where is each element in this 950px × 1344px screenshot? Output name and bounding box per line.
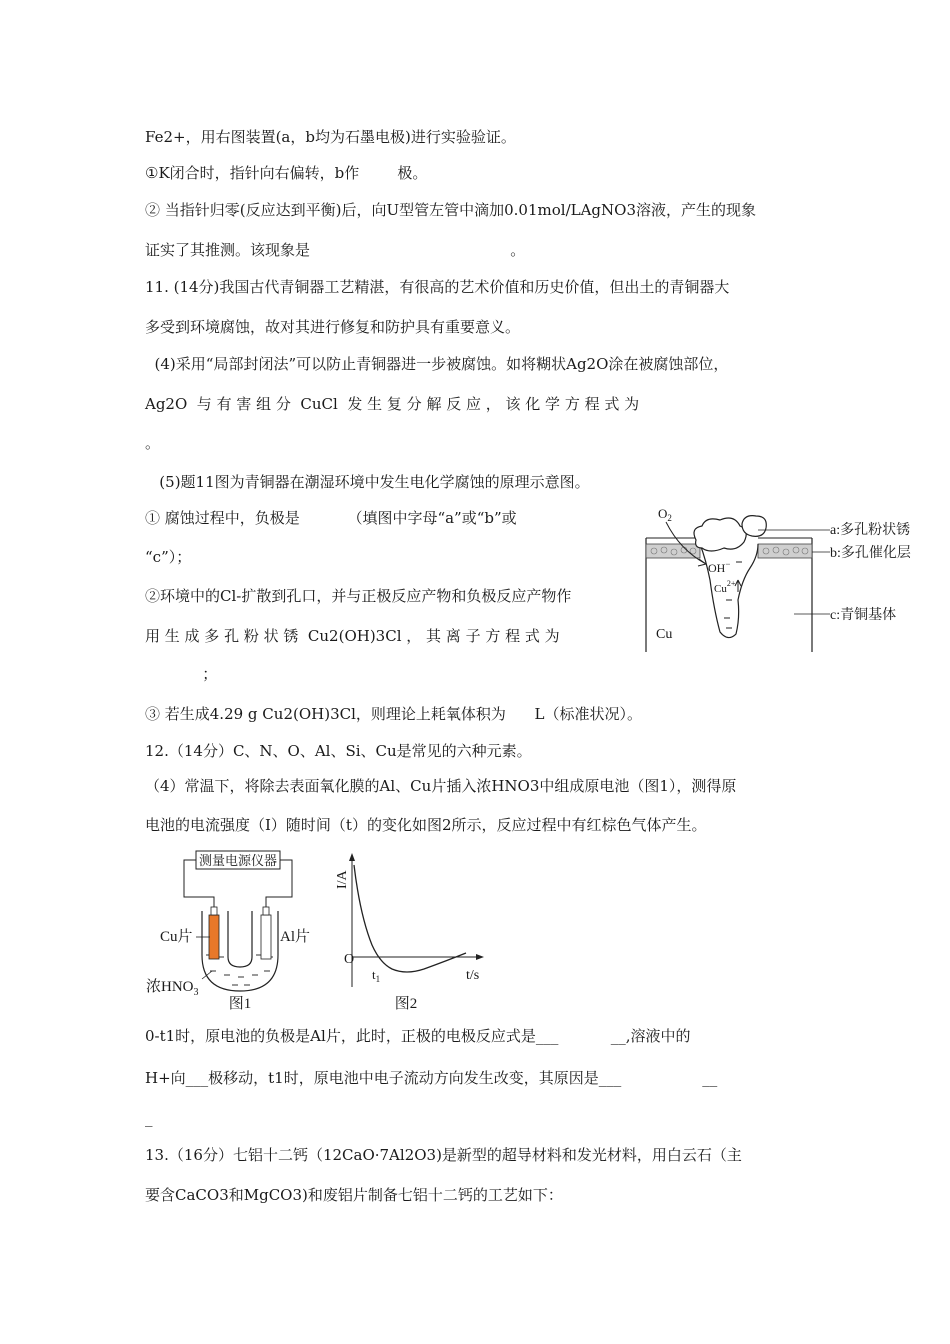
text-line-3: ② 当指针归零(反应达到平衡)后，向U型管左管中滴加0.01mol/LAgNO3溶液，产生的现象	[145, 201, 756, 219]
figure-1-caption: 图1	[228, 996, 252, 1012]
copper-label: Cu	[656, 627, 673, 642]
hydroxide-label: OH−	[708, 559, 731, 575]
text-line-14: 用 生 成 多 孔 粉 状 锈 Cu2(OH)3Cl ， 其 离 子 方 程 式 为	[145, 627, 560, 645]
y-axis-label: I/A	[335, 870, 350, 889]
text-line-11: ① 腐蚀过程中，负极是 （填图中字母“a”或“b”或	[145, 509, 517, 527]
question-11-heading: 11. (14分)我国古代青铜器工艺精湛，有很高的艺术价值和历史价值，但出土的青铜器大	[145, 278, 730, 296]
galvanic-cell-figure	[140, 845, 520, 1015]
label-a-rust: a:多孔粉状锈	[830, 523, 911, 538]
current-time-curve	[354, 865, 466, 972]
x-axis-label: t/s	[466, 968, 480, 983]
origin-label: O	[344, 952, 355, 967]
text-line-6: 多受到环境腐蚀，故对其进行修复和防护具有重要意义。	[145, 318, 521, 336]
text-line-2: ①K闭合时，指针向右偏转，b作 极。	[145, 164, 428, 182]
bronze-corrosion-diagram	[640, 500, 930, 660]
text-line-8: Ag2O 与 有 害 组 分 CuCl 发 生 复 分 解 反 应 ， 该 化 学 方 程 式 为	[145, 395, 640, 413]
o2-label: $O_2$	[658, 506, 672, 523]
copper-ion-label: $Cu^{2+}$	[714, 579, 736, 595]
text-line-1: Fe2+，用右图装置(a，b均为石墨电极)进行实验验证。	[145, 128, 516, 146]
porous-rust	[694, 518, 746, 551]
figure-2-caption: 图2	[394, 996, 418, 1012]
text-line-10: (5)题11图为青铜器在潮湿环境中发生电化学腐蚀的原理示意图。	[145, 473, 590, 491]
text-line-7: (4)采用“局部封闭法”可以防止青铜器进一步被腐蚀。如将糊状Ag2O涂在被腐蚀部位，	[145, 355, 729, 373]
text-line-12: “c”）；	[145, 548, 192, 566]
text-line-15: ；	[145, 665, 218, 683]
instrument-label: 测量电源仪器	[198, 853, 278, 868]
nitric-acid-label: 浓$HNO_3$	[146, 979, 199, 998]
text-line-16: ③ 若生成4.29 g Cu2(OH)3Cl，则理论上耗氧体积为 L（标准状况）。	[145, 705, 642, 723]
label-b-catalytic-layer: b:多孔催化层	[830, 546, 911, 561]
text-line-9: 。	[145, 434, 161, 452]
text-line-19: 电池的电流强度（I）随时间（t）的变化如图2所示，反应过程中有红棕色气体产生。	[145, 816, 707, 834]
text-line-18: （4）常温下，将除去表面氧化膜的Al、Cu片插入浓HNO3中组成原电池（图1），测得原	[145, 777, 737, 795]
text-line-22: _	[145, 1109, 153, 1127]
text-line-21: H+向___极移动，t1时，原电池中电子流动方向发生改变，其原因是___ __	[145, 1069, 718, 1087]
question-13-heading: 13.（16分）七铝十二钙（12CaO·7Al2O3)是新型的超导材料和发光材料，用白云石（主	[145, 1146, 742, 1164]
text-line-24: 要含CaCO3和MgCO3)和废铝片制备七铝十二钙的工艺如下：	[145, 1186, 563, 1204]
porous-catalytic-layer	[646, 544, 700, 558]
cu-piece-label: Cu片	[160, 929, 193, 945]
al-piece-label: Al片	[280, 929, 311, 945]
question-12-heading: 12.（14分）C、N、O、Al、Si、Cu是常见的六种元素。	[145, 742, 532, 760]
aluminum-electrode	[261, 915, 271, 959]
text-line-13: ②环境中的Cl-扩散到孔口，并与正极反应产物和负极反应产物作	[145, 587, 572, 605]
text-line-20: 0-t1时，原电池的负极是Al片，此时，正极的电极反应式是___ __,溶液中的	[145, 1027, 691, 1045]
text-line-4: 证实了其推测。该现象是 。	[145, 241, 526, 259]
t1-label: $t_1$	[372, 967, 381, 984]
label-c-bronze-base: c:青铜基体	[830, 608, 897, 623]
copper-electrode	[209, 915, 219, 959]
